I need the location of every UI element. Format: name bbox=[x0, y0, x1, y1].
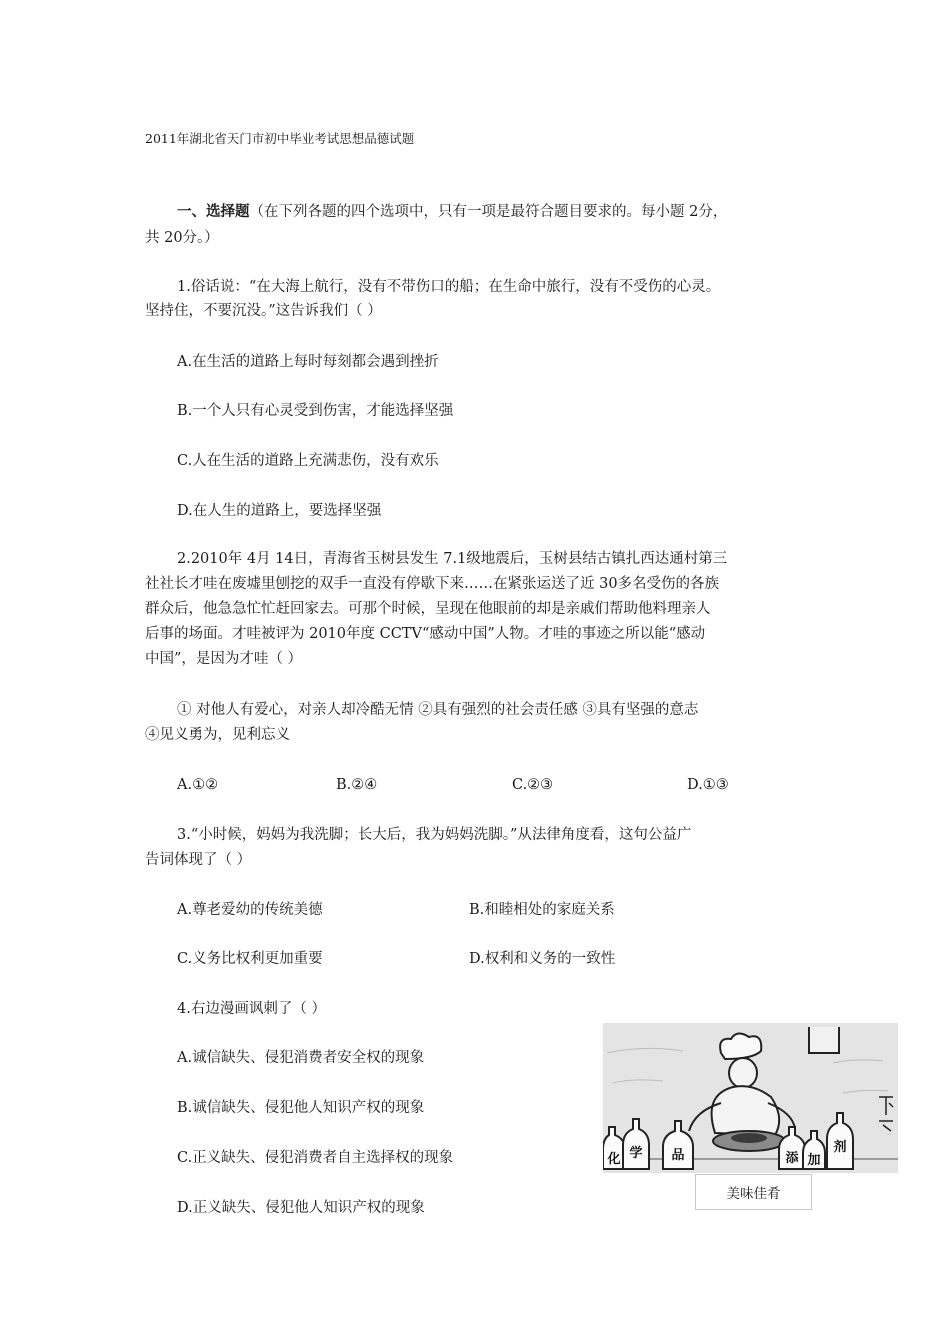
q2-option-a[interactable]: A.①② bbox=[177, 777, 219, 793]
q2-stem-line5: 中国”，是因为才哇（ ） bbox=[145, 651, 303, 667]
cartoon-caption: 美味佳肴 bbox=[695, 1174, 812, 1210]
document-title: 2011年湖北省天门市初中毕业考试思想品德试题 bbox=[145, 131, 415, 146]
q4-option-d[interactable]: D.正义缺失、侵犯他人知识产权的现象 bbox=[177, 1200, 425, 1216]
section-instruction-1: （在下列各题的四个选项中，只有一项是最符合题目要求的。每小题 2分， bbox=[249, 204, 728, 220]
section-heading-title: 一、选择题 bbox=[177, 203, 250, 220]
q2-option-c[interactable]: C.②③ bbox=[512, 777, 554, 793]
q4-stem: 4.右边漫画讽刺了（ ） bbox=[177, 1001, 326, 1017]
q3-stem-line2: 告词体现了（ ） bbox=[145, 852, 252, 868]
q4-option-b[interactable]: B.诚信缺失、侵犯他人知识产权的现象 bbox=[177, 1100, 425, 1116]
q2-statement-line2: ④见义勇为，见利忘义 bbox=[145, 727, 290, 743]
q2-option-b[interactable]: B.②④ bbox=[336, 777, 378, 793]
q1-option-b[interactable]: B.一个人只有心灵受到伤害，才能选择坚强 bbox=[177, 403, 454, 419]
q1-option-d[interactable]: D.在人生的道路上，要选择坚强 bbox=[177, 503, 382, 519]
section-heading bbox=[177, 200, 727, 224]
bottle-label-3: 品 bbox=[671, 1148, 685, 1163]
q4-option-c[interactable]: C.正义缺失、侵犯消费者自主选择权的现象 bbox=[177, 1150, 454, 1166]
q1-stem-line1: 1.俗话说：“在大海上航行，没有不带伤口的船；在生命中旅行，没有不受伤的心灵。 bbox=[177, 279, 721, 295]
q2-option-d[interactable]: D.①③ bbox=[687, 777, 729, 793]
q3-option-b[interactable]: B.和睦相处的家庭关系 bbox=[469, 902, 615, 918]
q2-stem-line3: 群众后，他急急忙忙赶回家去。可那个时候，呈现在他眼前的却是亲戚们帮助他料理亲人 bbox=[145, 601, 711, 617]
q3-option-d[interactable]: D.权利和义务的一致性 bbox=[469, 951, 616, 967]
chef-cartoon-drawing bbox=[603, 1023, 898, 1173]
q2-stem-line2: 社社长才哇在废墟里刨挖的双手一直没有停歇下来……在紧张运送了近 30多名受伤的各族 bbox=[145, 576, 720, 592]
bottle-label-1: 化 bbox=[607, 1152, 621, 1167]
section-instruction-2: 共 20分。） bbox=[145, 230, 219, 246]
bottle-label-4: 添 bbox=[785, 1151, 799, 1166]
q3-stem-line1: 3.“小时候，妈妈为我洗脚；长大后，我为妈妈洗脚。”从法律角度看，这句公益广 bbox=[177, 827, 692, 843]
q3-option-c[interactable]: C.义务比权利更加重要 bbox=[177, 951, 323, 967]
q1-option-a[interactable]: A.在生活的道路上每时每刻都会遇到挫折 bbox=[177, 354, 439, 370]
bottle-label-5: 加 bbox=[807, 1153, 821, 1168]
bottle-label-6: 剂 bbox=[833, 1140, 847, 1155]
cartoon-illustration bbox=[603, 1023, 898, 1173]
q3-option-a[interactable]: A.尊老爱幼的传统美德 bbox=[177, 902, 323, 918]
bottle-label-2: 学 bbox=[629, 1146, 643, 1161]
q1-stem-line2: 坚持住，不要沉没。”这告诉我们（ ） bbox=[145, 303, 382, 319]
q1-option-c[interactable]: C.人在生活的道路上充满悲伤，没有欢乐 bbox=[177, 453, 439, 469]
q2-stem-line4: 后事的场面。才哇被评为 2010年度 CCTV“感动中国”人物。才哇的事迹之所以能“感动 bbox=[145, 626, 706, 642]
q4-option-a[interactable]: A.诚信缺失、侵犯消费者安全权的现象 bbox=[177, 1050, 425, 1066]
q2-statement-line1: ① 对他人有爱心，对亲人却冷酷无情 ②具有强烈的社会责任感 ③具有坚强的意志 bbox=[177, 702, 699, 718]
q2-stem-line1: 2.2010年 4月 14日，青海省玉树县发生 7.1级地震后，玉树县结古镇扎西达通村第三 bbox=[177, 551, 728, 567]
